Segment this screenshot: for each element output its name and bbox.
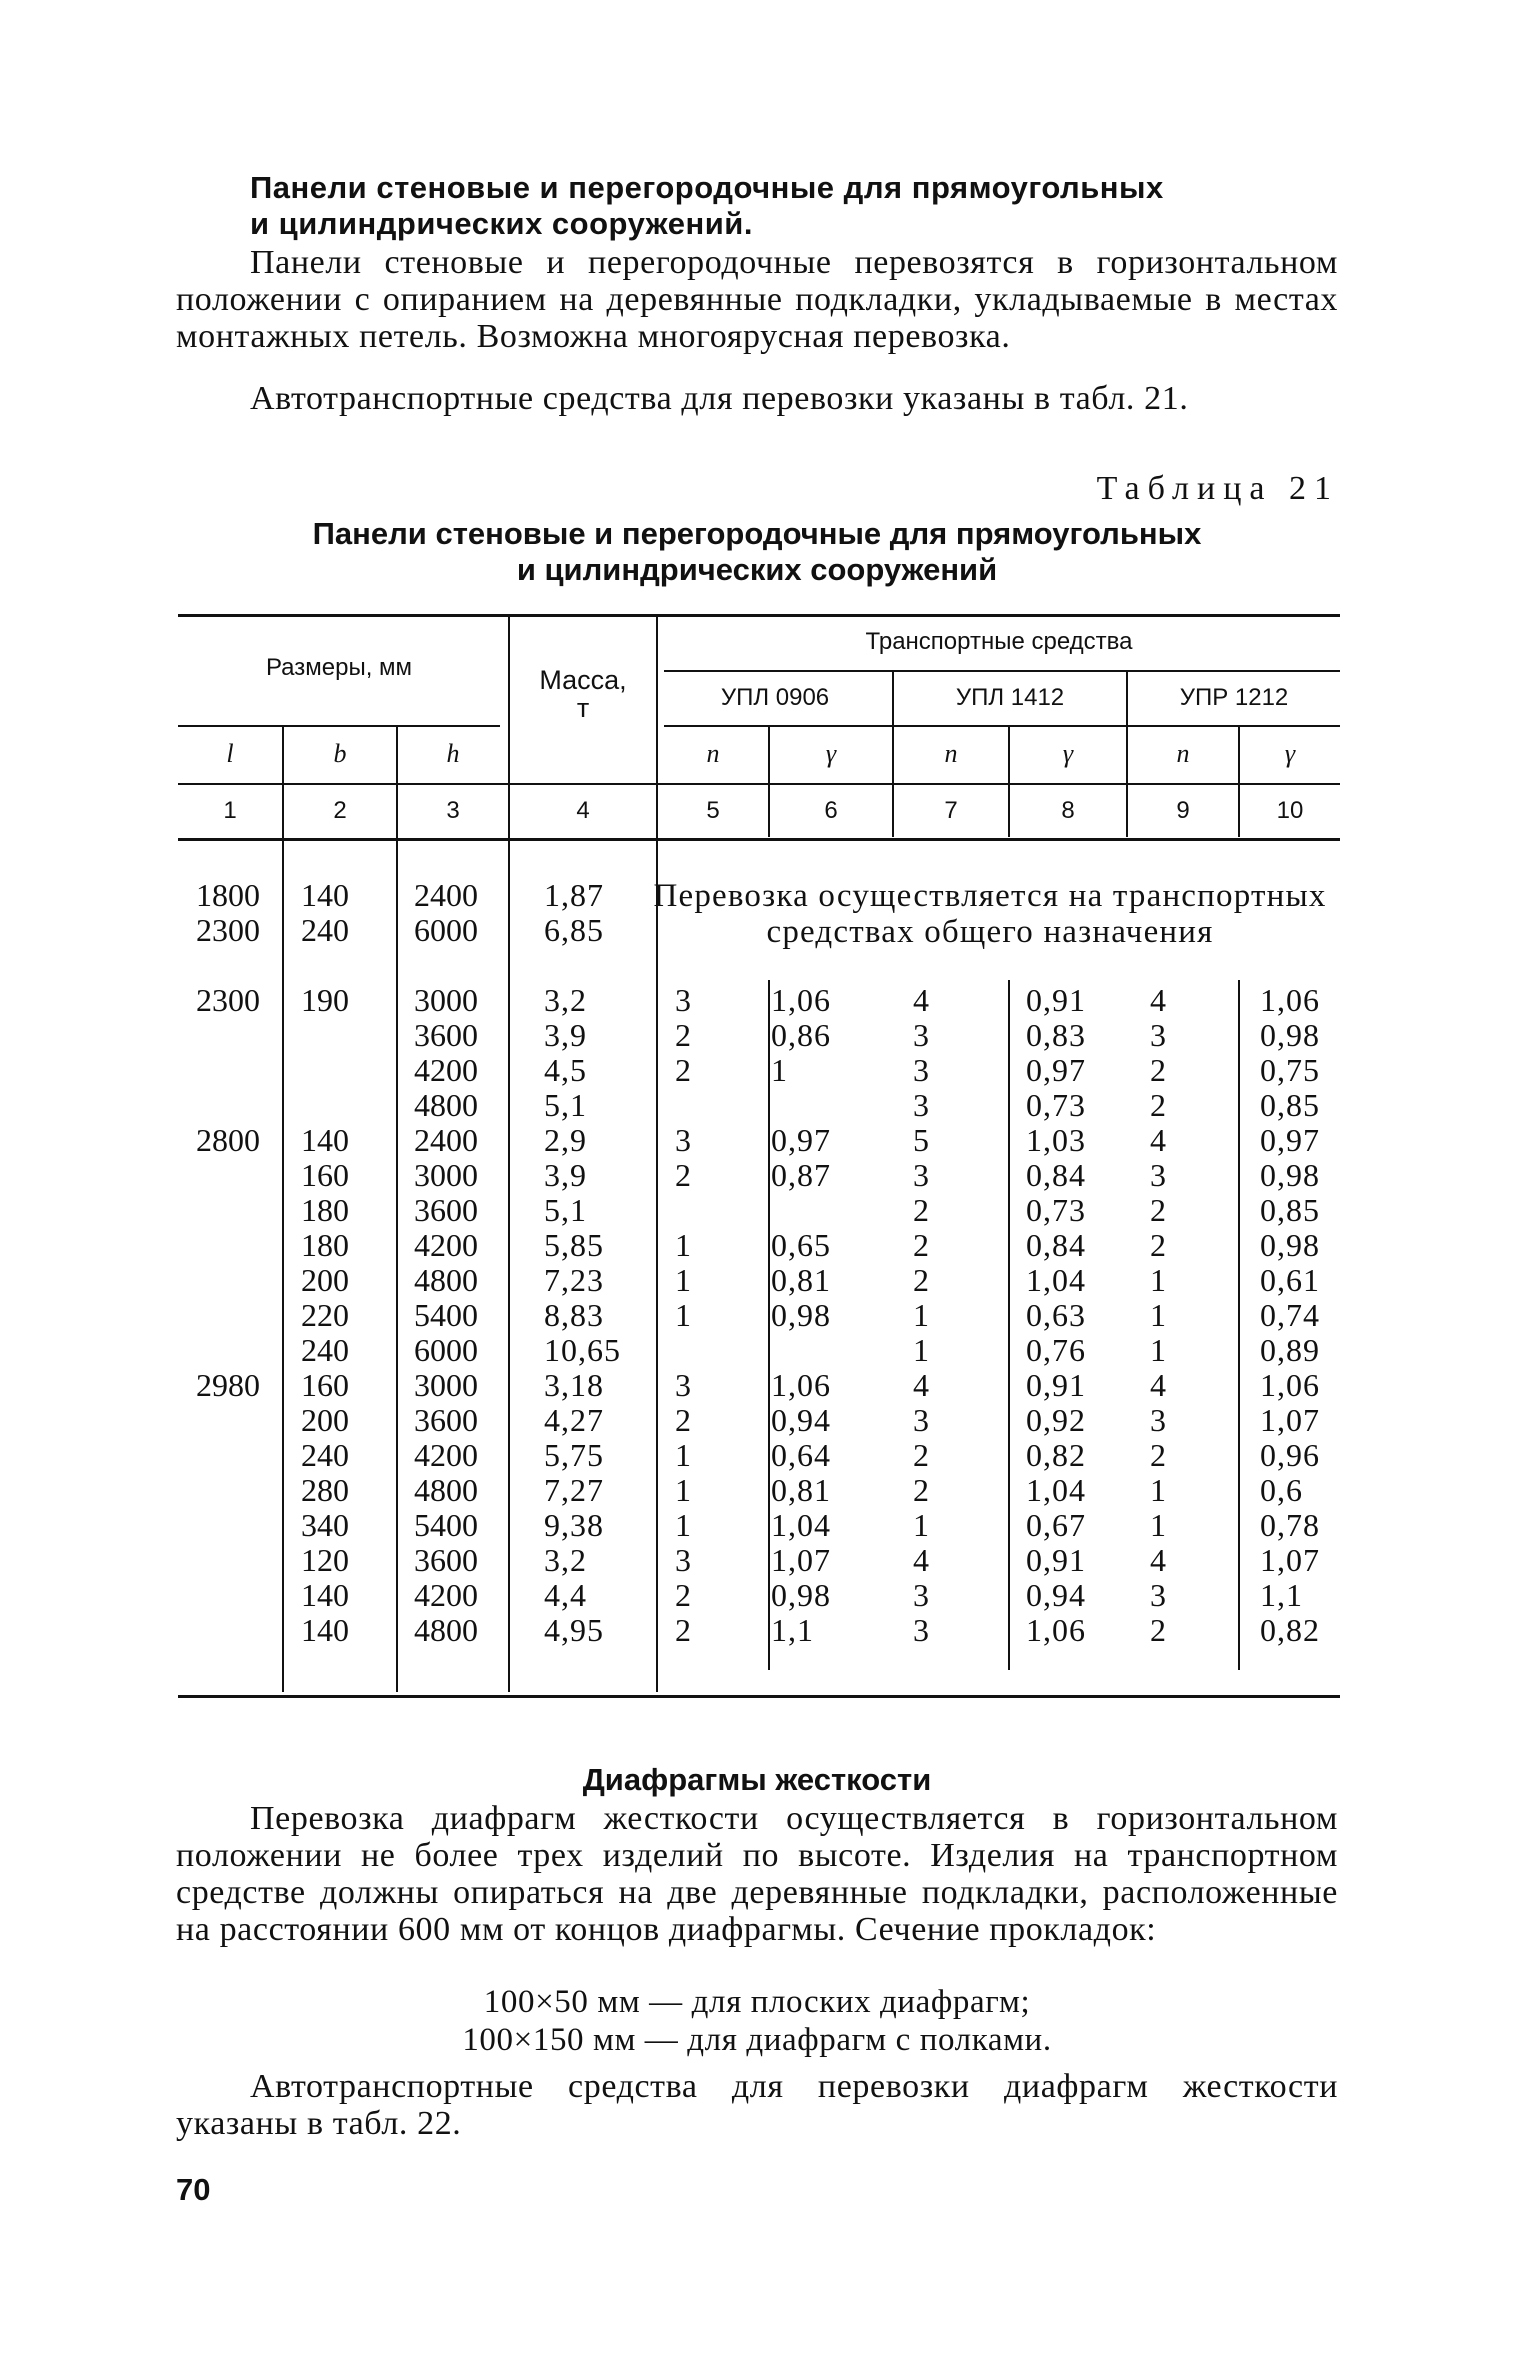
table-cell: 120 — [301, 1542, 349, 1578]
table-cell: 2 — [675, 1157, 691, 1193]
paragraph-text: Автотранспортные средства для перевозки диафрагм жесткости указаны в табл. 22. — [176, 2068, 1338, 2142]
table-cell: 1 — [675, 1507, 691, 1543]
table-cell: 0,67 — [1026, 1507, 1086, 1543]
table-cell: 2 — [1150, 1052, 1166, 1088]
paragraph-text: Перевозка диафрагм жесткости осуществляется в горизонтальном положении не более трех изделий по высоте. Изделия на транспортном средстве должны опираться на две деревянные подкладки, расположенные на расстоянии 600 мм от концов диафрагмы. Сечение прокладок: — [176, 1800, 1338, 1948]
table-cell: 1 — [675, 1472, 691, 1508]
table-cell: 9,38 — [544, 1507, 604, 1543]
col-number: 5 — [706, 797, 720, 824]
table-cell: 4 — [913, 1542, 929, 1578]
table-cell: 1800 — [196, 877, 260, 913]
table-cell: 4200 — [414, 1052, 478, 1088]
paragraph-text: Автотранспортные средства для перевозки указаны в табл. 21. — [250, 380, 1189, 417]
table-cell: 0,91 — [1026, 1542, 1086, 1578]
table-cell: 4800 — [414, 1612, 478, 1648]
table-cell: 3600 — [414, 1192, 478, 1228]
table-cell: 4,27 — [544, 1402, 604, 1438]
table-cell: 3 — [913, 1017, 929, 1053]
header-vehicle-upl0906: УПЛ 0906 — [720, 684, 830, 711]
table-cell: 1 — [1150, 1332, 1166, 1368]
table-cell: 3 — [913, 1157, 929, 1193]
table-cell: 2 — [913, 1227, 929, 1263]
table-cell: 0,86 — [771, 1017, 831, 1053]
table-cell: 0,94 — [771, 1402, 831, 1438]
paragraph-table22-ref — [176, 2068, 1338, 2142]
table-cell: 3600 — [414, 1402, 478, 1438]
table-cell: 4200 — [414, 1227, 478, 1263]
table-row — [178, 1053, 1338, 1088]
table-cell: 1,06 — [771, 1367, 831, 1403]
table-cell: 1 — [771, 1052, 788, 1088]
table-row — [178, 1333, 1338, 1368]
table-cell: 3 — [1150, 1017, 1166, 1053]
table-cell: 0,6 — [1260, 1472, 1303, 1508]
col-number: 9 — [1176, 797, 1190, 824]
table-cell: 3000 — [414, 982, 478, 1018]
table-cell: 160 — [301, 1367, 349, 1403]
table-cell: 0,82 — [1260, 1612, 1320, 1648]
table-note-general-transport: Перевозка осуществляется на транспортных средствах общего назначения — [653, 878, 1327, 950]
header-sub-g3: γ — [1284, 739, 1296, 768]
table-cell: 5,75 — [544, 1437, 604, 1473]
table-cell: 3 — [913, 1052, 929, 1088]
table-cell: 0,98 — [771, 1297, 831, 1333]
table-cell: 5400 — [414, 1297, 478, 1333]
table-cell: 140 — [301, 1577, 349, 1613]
paragraph-text: Панели стеновые и перегородочные перевозятся в горизонтальном положении с опиранием на деревянные подкладки, укладываемые в местах монтажных петель. Возможна многоярусная перевозка. — [176, 244, 1338, 355]
table-row — [178, 1368, 1338, 1403]
col-number: 3 — [446, 797, 460, 824]
table-cell: 3 — [675, 1542, 691, 1578]
table-cell: 5,1 — [544, 1192, 587, 1228]
table-cell: 3,2 — [544, 1542, 587, 1578]
table-row — [178, 1298, 1338, 1333]
table-cell: 4800 — [414, 1262, 478, 1298]
table-title — [176, 516, 1338, 588]
table-cell: 2 — [675, 1052, 691, 1088]
table-cell: 1,07 — [771, 1542, 831, 1578]
table-cell: 5,1 — [544, 1087, 587, 1123]
table-row — [178, 1018, 1338, 1053]
paragraph-table-ref — [176, 380, 1338, 417]
table-cell: 180 — [301, 1192, 349, 1228]
table-row — [178, 1193, 1338, 1228]
table-cell: 0,91 — [1026, 982, 1086, 1018]
header-sub-n2: n — [944, 739, 958, 768]
table-cell: 0,91 — [1026, 1367, 1086, 1403]
table-cell: 0,74 — [1260, 1297, 1320, 1333]
table-cell: 0,85 — [1260, 1087, 1320, 1123]
table-cell: 6,85 — [544, 912, 604, 948]
table-cell: 3600 — [414, 1017, 478, 1053]
header-sub-g2: γ — [1062, 739, 1074, 768]
table-cell: 5400 — [414, 1507, 478, 1543]
table-cell: 3 — [913, 1402, 929, 1438]
table-cell: 140 — [301, 877, 349, 913]
table-cell: 1 — [675, 1262, 691, 1298]
table-cell: 3 — [675, 1367, 691, 1403]
table-cell: 2 — [675, 1017, 691, 1053]
table-cell: 3 — [913, 1087, 929, 1123]
table-row — [178, 1543, 1338, 1578]
header-vehicle-upl1412: УПЛ 1412 — [955, 684, 1065, 711]
table-cell: 200 — [301, 1262, 349, 1298]
table-cell: 0,73 — [1026, 1192, 1086, 1228]
table-cell: 0,98 — [1260, 1227, 1320, 1263]
col-number: 1 — [223, 797, 237, 824]
table-cell: 3000 — [414, 1157, 478, 1193]
col-number: 2 — [333, 797, 347, 824]
table-cell: 0,78 — [1260, 1507, 1320, 1543]
col-number: 4 — [576, 797, 590, 824]
table-cell: 7,27 — [544, 1472, 604, 1508]
table-cell: 0,94 — [1026, 1577, 1086, 1613]
table-cell: 1,04 — [771, 1507, 831, 1543]
table-cell: 3 — [1150, 1157, 1166, 1193]
table-cell: 1 — [913, 1507, 929, 1543]
table-cell: 2 — [913, 1472, 929, 1508]
table-cell: 6000 — [414, 912, 478, 948]
table-row — [178, 1578, 1338, 1613]
table-cell: 3 — [913, 1577, 929, 1613]
table-cell: 0,81 — [771, 1472, 831, 1508]
table-cell: 1,06 — [1260, 1367, 1320, 1403]
section-heading-line1: Панели стеновые и перегородочные для прямоугольных — [250, 170, 1164, 205]
table-cell: 4,95 — [544, 1612, 604, 1648]
table-cell: 3000 — [414, 1367, 478, 1403]
table-cell: 240 — [301, 912, 349, 948]
header-dim-l: l — [226, 739, 234, 768]
table-cell: 0,76 — [1026, 1332, 1086, 1368]
table-cell: 10,65 — [544, 1332, 621, 1368]
table-cell: 5 — [913, 1122, 929, 1158]
table-cell: 3 — [1150, 1402, 1166, 1438]
table-cell: 0,97 — [1260, 1122, 1320, 1158]
table-cell: 7,23 — [544, 1262, 604, 1298]
table-cell: 0,96 — [1260, 1437, 1320, 1473]
table-cell: 4200 — [414, 1437, 478, 1473]
table-cell: 0,98 — [1260, 1017, 1320, 1053]
table-cell: 4800 — [414, 1087, 478, 1123]
table-cell: 0,64 — [771, 1437, 831, 1473]
table-cell: 4 — [1150, 1542, 1166, 1578]
table-cell: 2 — [675, 1577, 691, 1613]
section-heading-line2: и цилиндрических сооружений. — [250, 206, 753, 241]
col-number: 8 — [1061, 797, 1075, 824]
section-title-diaphragms: Диафрагмы жесткости — [582, 1762, 932, 1797]
table-cell: 2300 — [196, 912, 260, 948]
header-dim-b: b — [333, 739, 347, 768]
col-number: 10 — [1276, 797, 1304, 824]
table-cell: 3 — [1150, 1577, 1166, 1613]
table-cell: 2 — [675, 1612, 691, 1648]
table-cell: 0,84 — [1026, 1157, 1086, 1193]
table-cell: 0,81 — [771, 1262, 831, 1298]
table-cell: 2300 — [196, 982, 260, 1018]
table-cell: 280 — [301, 1472, 349, 1508]
table-cell: 1,06 — [771, 982, 831, 1018]
table-row — [178, 983, 1338, 1018]
header-dim-h: h — [446, 739, 460, 768]
table-cell: 1,04 — [1026, 1472, 1086, 1508]
table-cell: 0,73 — [1026, 1087, 1086, 1123]
table-cell: 2 — [1150, 1437, 1166, 1473]
table-cell: 1 — [913, 1332, 929, 1368]
table-cell: 0,98 — [1260, 1157, 1320, 1193]
table-row — [178, 1123, 1338, 1158]
page-number: 70 — [176, 2172, 211, 2207]
table-cell: 200 — [301, 1402, 349, 1438]
table-cell: 4 — [913, 982, 929, 1018]
table-cell: 240 — [301, 1437, 349, 1473]
header-sizes: Размеры, мм — [265, 654, 413, 681]
table-cell: 220 — [301, 1297, 349, 1333]
header-transport: Транспортные средства — [865, 628, 1133, 655]
table-cell: 2 — [1150, 1192, 1166, 1228]
table-cell: 2 — [913, 1437, 929, 1473]
table-cell: 140 — [301, 1612, 349, 1648]
paragraph-transport — [176, 244, 1338, 355]
table-cell: 1 — [913, 1297, 929, 1333]
table-row — [178, 1088, 1338, 1123]
table-cell: 2 — [913, 1192, 929, 1228]
table-cell: 180 — [301, 1227, 349, 1263]
table-cell: 4200 — [414, 1577, 478, 1613]
header-mass-label: Масса, — [539, 665, 627, 695]
table-cell: 3 — [675, 982, 691, 1018]
table-cell: 1 — [1150, 1472, 1166, 1508]
table-row — [178, 1473, 1338, 1508]
table-cell: 2 — [1150, 1087, 1166, 1123]
table-cell: 2 — [1150, 1612, 1166, 1648]
table-cell: 1 — [1150, 1507, 1166, 1543]
table-cell: 4,4 — [544, 1577, 587, 1613]
table-cell: 1,07 — [1260, 1402, 1320, 1438]
table-cell: 8,83 — [544, 1297, 604, 1333]
table-cell: 0,89 — [1260, 1332, 1320, 1368]
table-cell: 140 — [301, 1122, 349, 1158]
col-number: 7 — [944, 797, 958, 824]
header-mass-unit: т — [576, 693, 590, 723]
table-cell: 0,65 — [771, 1227, 831, 1263]
table-title-line2: и цилиндрических сооружений — [516, 552, 998, 587]
table-row — [178, 1403, 1338, 1438]
table-cell: 1 — [1150, 1262, 1166, 1298]
table-cell: 3600 — [414, 1542, 478, 1578]
table-cell: 4 — [1150, 1122, 1166, 1158]
table-cell: 0,85 — [1260, 1192, 1320, 1228]
table-cell: 0,84 — [1026, 1227, 1086, 1263]
table-cell: 4 — [1150, 1367, 1166, 1403]
table-cell: 1,06 — [1026, 1612, 1086, 1648]
table-cell: 2 — [1150, 1227, 1166, 1263]
table-cell: 190 — [301, 982, 349, 1018]
table-cell: 3,2 — [544, 982, 587, 1018]
table-cell: 1,87 — [544, 877, 604, 913]
table-cell: 160 — [301, 1157, 349, 1193]
table-cell: 0,87 — [771, 1157, 831, 1193]
table-row — [178, 1508, 1338, 1543]
header-mass — [510, 666, 656, 722]
table-cell: 0,98 — [771, 1577, 831, 1613]
table-cell: 1,04 — [1026, 1262, 1086, 1298]
table-cell: 2 — [675, 1402, 691, 1438]
table-cell: 2400 — [414, 877, 478, 913]
table-cell: 340 — [301, 1507, 349, 1543]
table-cell: 1 — [1150, 1297, 1166, 1333]
table-row — [178, 1158, 1338, 1193]
header-sub-g1: γ — [825, 739, 837, 768]
table-cell: 4,5 — [544, 1052, 587, 1088]
table-cell: 3,18 — [544, 1367, 604, 1403]
table-row — [178, 1613, 1338, 1648]
table-cell: 0,97 — [771, 1122, 831, 1158]
table-cell: 1,07 — [1260, 1542, 1320, 1578]
table-cell: 3,9 — [544, 1157, 587, 1193]
table-cell: 2,9 — [544, 1122, 587, 1158]
table-row — [178, 1228, 1338, 1263]
table-row — [178, 1438, 1338, 1473]
table-cell: 0,61 — [1260, 1262, 1320, 1298]
header-sub-n3: n — [1176, 739, 1190, 768]
table-cell: 0,75 — [1260, 1052, 1320, 1088]
table-cell: 4 — [1150, 982, 1166, 1018]
table-cell: 3 — [675, 1122, 691, 1158]
table-cell: 2 — [913, 1262, 929, 1298]
table-cell: 2400 — [414, 1122, 478, 1158]
header-vehicle-upr1212: УПР 1212 — [1179, 684, 1289, 711]
table-cell: 0,92 — [1026, 1402, 1086, 1438]
table-cell: 5,85 — [544, 1227, 604, 1263]
table-cell: 2800 — [196, 1122, 260, 1158]
table-cell: 1,06 — [1260, 982, 1320, 1018]
table-cell: 2980 — [196, 1367, 260, 1403]
table-cell: 0,83 — [1026, 1017, 1086, 1053]
table-cell: 3,9 — [544, 1017, 587, 1053]
table-title-line1: Панели стеновые и перегородочные для прямоугольных — [312, 516, 1202, 551]
formula-flat: 100×50 мм — для плоских диафрагм; — [483, 1984, 1031, 2020]
table-row — [178, 1263, 1338, 1298]
table-cell: 1,1 — [771, 1612, 814, 1648]
table-cell: 1 — [675, 1297, 691, 1333]
table-cell: 4 — [913, 1367, 929, 1403]
col-number: 6 — [824, 797, 838, 824]
table-cell: 1 — [675, 1227, 691, 1263]
table-cell: 6000 — [414, 1332, 478, 1368]
formula-shelves: 100×150 мм — для диафрагм с полками. — [462, 2022, 1052, 2058]
table-cell: 4800 — [414, 1472, 478, 1508]
table-cell: 0,97 — [1026, 1052, 1086, 1088]
table-cell: 240 — [301, 1332, 349, 1368]
table-label: Таблица 21 — [1096, 470, 1339, 507]
table-cell: 1,03 — [1026, 1122, 1086, 1158]
paragraph-diaphragms — [176, 1800, 1338, 1948]
header-sub-n1: n — [706, 739, 720, 768]
table-cell: 0,82 — [1026, 1437, 1086, 1473]
table-cell: 0,63 — [1026, 1297, 1086, 1333]
table-cell: 3 — [913, 1612, 929, 1648]
table-cell: 1,1 — [1260, 1577, 1303, 1613]
table-cell: 1 — [675, 1437, 691, 1473]
